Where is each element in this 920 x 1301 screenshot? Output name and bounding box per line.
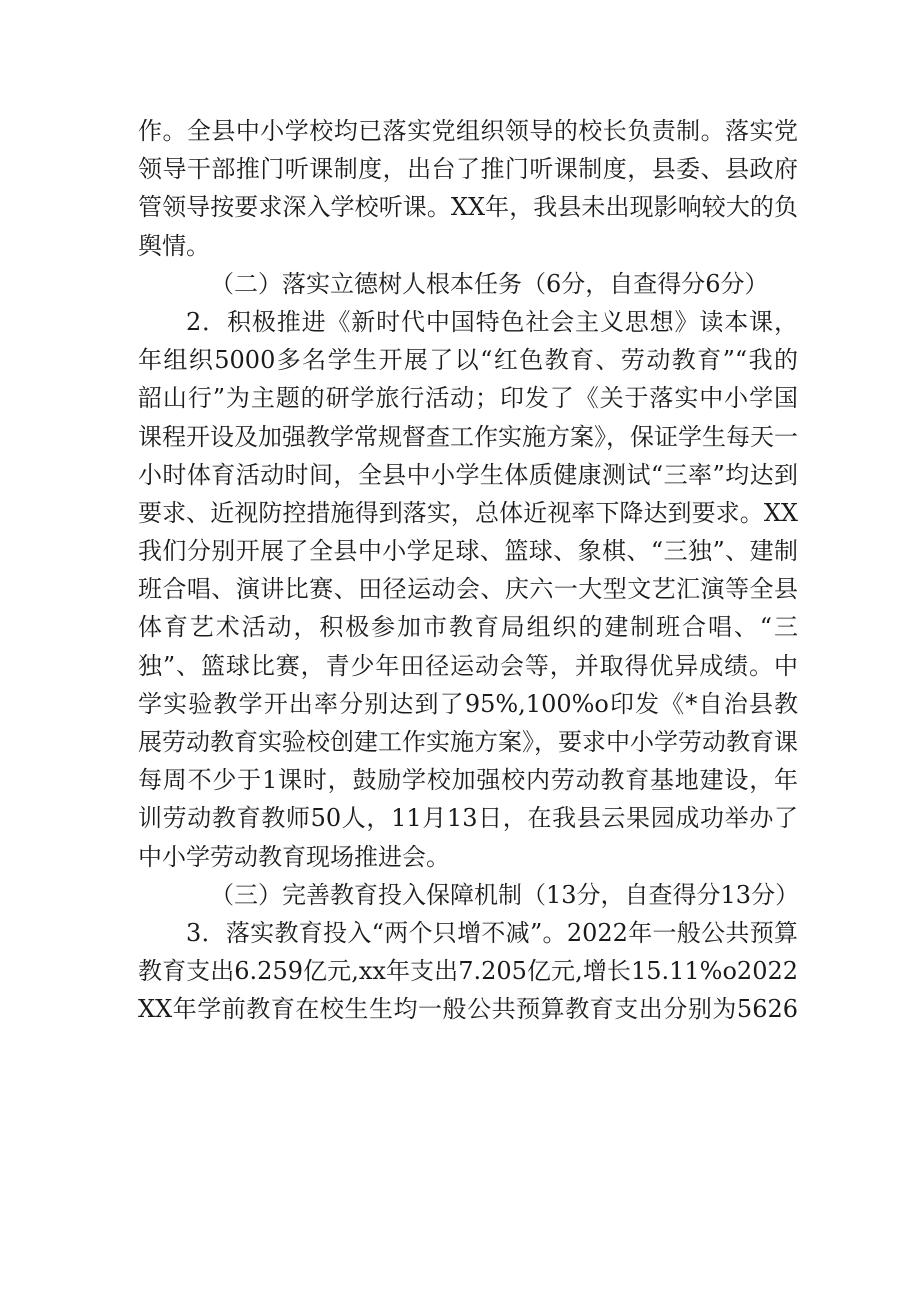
text-line: 2．积极推进《新时代中国特色社会主义思想》读本课， bbox=[186, 307, 798, 336]
text-line: 小时体育活动时间，全县中小学生体质健康测试“三率”均达到 bbox=[138, 460, 798, 489]
text-line: 教育支出6.259亿元,xx年支出7.205亿元,增长15.11%o2022 bbox=[138, 957, 798, 986]
text-line: 作。全县中小学校均已落实党组织领导的校长负责制。落实党 bbox=[138, 117, 798, 145]
section-heading: （二）落实立德树人根本任务（6分，自查得分6分） bbox=[210, 269, 769, 298]
text-line: 班合唱、演讲比赛、田径运动会、庆六一大型文艺汇演等全县 bbox=[138, 575, 798, 604]
text-line: 要求、近视防控措施得到落实，总体近视率下降达到要求。XX bbox=[138, 498, 798, 527]
text-line: 课程开设及加强教学常规督查工作实施方案》，保证学生每天一 bbox=[138, 422, 798, 451]
text-line: 3．落实教育投入“两个只增不减”。2022年一般公共预算 bbox=[186, 918, 798, 947]
text-line: 学实验教学开出率分别达到了95%,100%o印发《*自治县教 bbox=[138, 689, 798, 718]
text-line: 舆情。 bbox=[138, 231, 210, 260]
text-line: 年组织5000多名学生开展了以“红色教育、劳动教育”“我的 bbox=[138, 346, 798, 375]
text-line: 领导干部推门听课制度，出台了推门听课制度，县委、县政府 bbox=[138, 155, 798, 184]
text-line: XX年学前教育在校生生均一般公共预算教育支出分别为5626 bbox=[138, 995, 798, 1024]
text-line: 每周不少于1课时，鼓励学校加强校内劳动教育基地建设，年 bbox=[138, 766, 798, 795]
text-line: 训劳动教育教师50人，11月13日，在我县云果园成功举办了 bbox=[138, 804, 798, 833]
text-line: 展劳动教育实验校创建工作实施方案》，要求中小学劳动教育课 bbox=[138, 728, 798, 756]
text-line: 管领导按要求深入学校听课。XX年，我县未出现影响较大的负 bbox=[138, 193, 798, 222]
text-line: 体育艺术活动，积极参加市教育局组织的建制班合唱、“三 bbox=[138, 613, 798, 642]
text-line: 中小学劳动教育现场推进会。 bbox=[138, 842, 450, 871]
text-line: 独”、篮球比赛，青少年田径运动会等，并取得优异成绩。中 bbox=[138, 651, 798, 680]
text-line: 我们分别开展了全县中小学足球、篮球、象棋、“三独”、建制 bbox=[138, 537, 798, 566]
document-body bbox=[138, 112, 798, 1029]
text-line: 韶山行”为主题的研学旅行活动；印发了《关于落实中小学国 bbox=[138, 384, 798, 413]
section-heading: （三）完善教育投入保障机制（13分，自查得分13分） bbox=[210, 880, 800, 909]
